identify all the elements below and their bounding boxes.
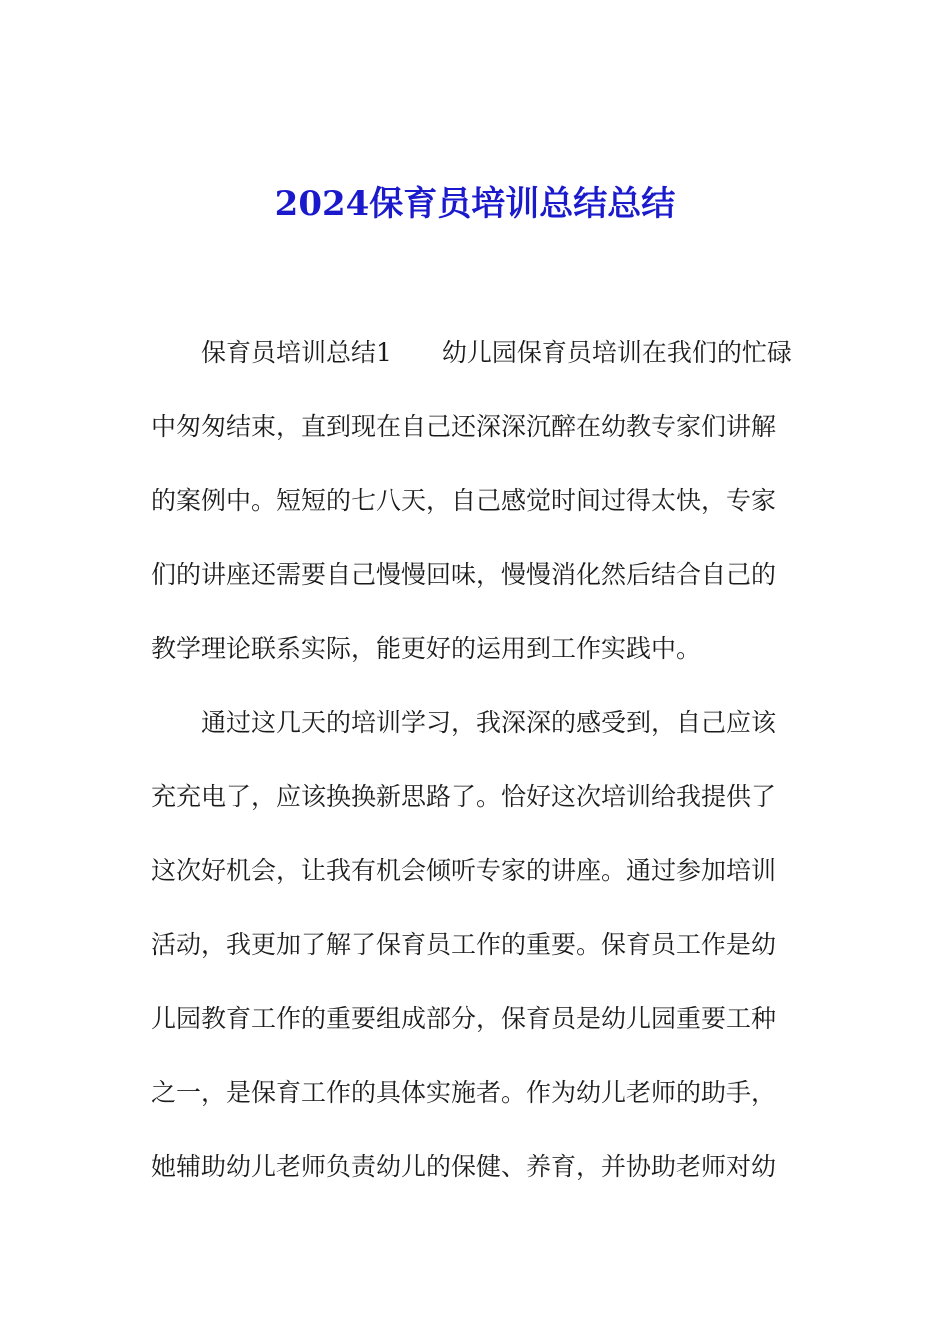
paragraph-2-line-5: 儿园教育工作的重要组成部分，保育员是幼儿园重要工种 bbox=[151, 1004, 777, 1033]
paragraph-2-line-4: 活动，我更加了解了保育员工作的重要。保育员工作是幼 bbox=[151, 930, 777, 959]
paragraph-1-line-5: 教学理论联系实际，能更好的运用到工作实践中。 bbox=[151, 634, 702, 663]
paragraph-1-line-1: 保育员培训总结1 幼儿园保育员培训在我们的忙碌 bbox=[201, 338, 792, 367]
document-title: 2024保育员培训总结总结 bbox=[274, 184, 676, 224]
paragraph-2-line-1: 通过这几天的培训学习，我深深的感受到，自己应该 bbox=[201, 708, 777, 737]
paragraph-1-line-3: 的案例中。短短的七八天，自己感觉时间过得太快，专家 bbox=[151, 486, 777, 515]
paragraph-2-line-7: 她辅助幼儿老师负责幼儿的保健、养育，并协助老师对幼 bbox=[151, 1152, 777, 1181]
document-body bbox=[151, 316, 799, 1204]
paragraph-1-line-4: 们的讲座还需要自己慢慢回味，慢慢消化然后结合自己的 bbox=[151, 560, 777, 589]
paragraph-2-line-6: 之一，是保育工作的具体实施者。作为幼儿老师的助手， bbox=[151, 1078, 777, 1107]
paragraph-2-line-3: 这次好机会，让我有机会倾听专家的讲座。通过参加培训 bbox=[151, 856, 777, 885]
paragraph-1-line-2: 中匆匆结束，直到现在自己还深深沉醉在幼教专家们讲解 bbox=[151, 412, 777, 441]
paragraph-2-line-2: 充充电了，应该换换新思路了。恰好这次培训给我提供了 bbox=[151, 782, 777, 811]
